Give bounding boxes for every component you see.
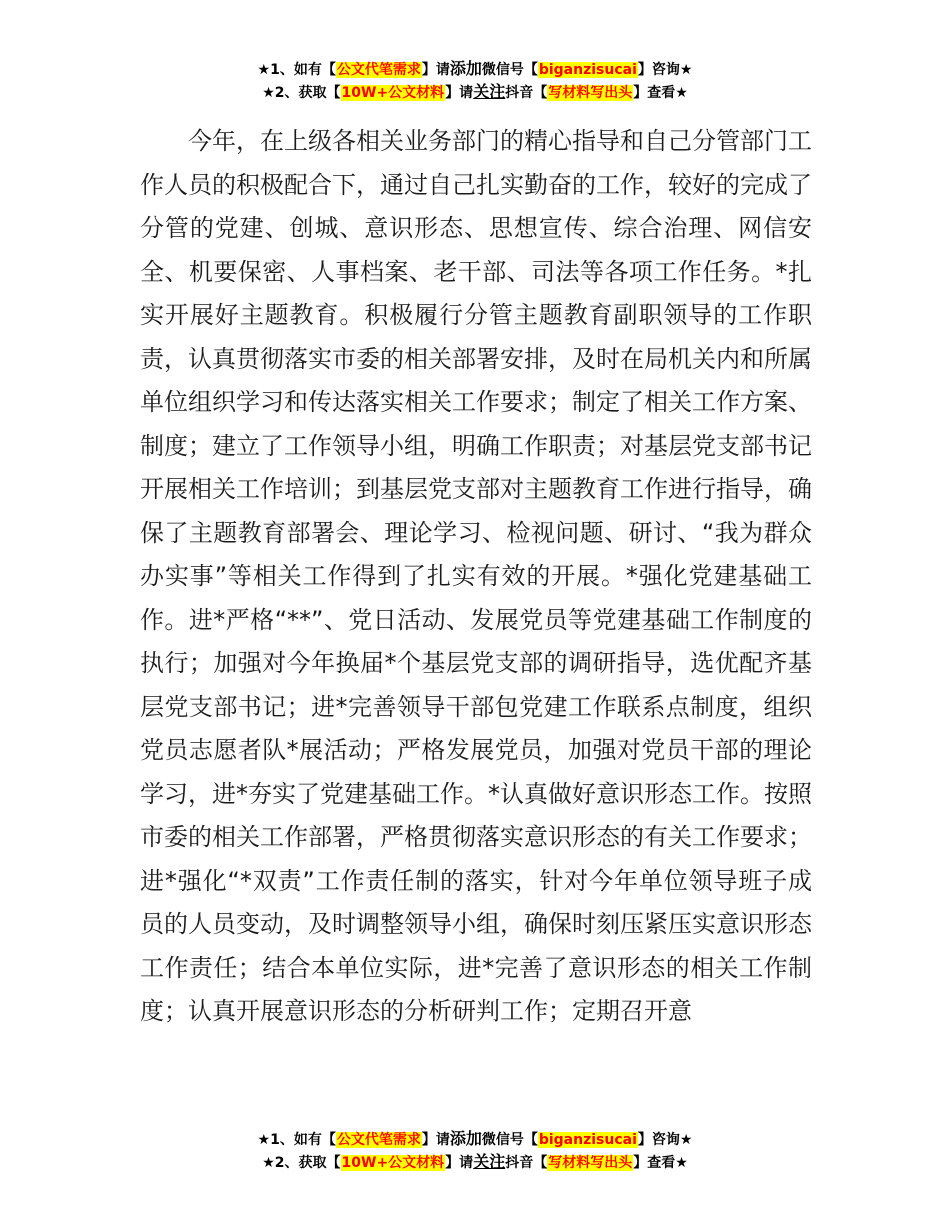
footer-banner <box>0 1128 950 1174</box>
banner-text: ★2、获取【 <box>262 85 341 101</box>
header-banner <box>0 58 950 104</box>
banner-text: 】查看★ <box>633 1155 688 1171</box>
banner-emphasis: 关注 <box>473 1152 506 1171</box>
banner-text: ★1、如有【 <box>257 1132 336 1148</box>
banner-highlight: biganzisucai <box>538 1132 637 1148</box>
banner-text: ★2、获取【 <box>262 1155 341 1171</box>
banner-text: 】请 <box>421 62 450 78</box>
banner-text: 】请 <box>445 85 474 101</box>
banner-line-1 <box>0 58 950 81</box>
document-body: 今年，在上级各相关业务部门的精心指导和自己分管部门工作人员的积极配合下，通过自己扎实勤奋的工作，较好的完成了分管的党建、创城、意识形态、思想宣传、综合治理、网信安全、机要保密、人事档案、老干部、司法等各项工作任务。*扎实开展好主题教育。积极履行分管主题教育副职领导的工作职责，认真贯彻落实市委的相关部署安排，及时在局机关内和所属单位组织学习和传达落实相关工作要求；制定了相关工作方案、制度；建立了工作领导小组，明确工作职责；对基层党支部书记开展相关工作培训；到基层党支部对主题教育工作进行指导，确保了主题教育部署会、理论学习、检视问题、研讨、“我为群众办实事”等相关工作得到了扎实有效的开展。*强化党建基础工作。进*严格“**”、党日活动、发展党员等党建基础工作制度的执行；加强对今年换届*个基层党支部的调研指导，选优配齐基层党支部书记；进*完善领导干部包党建工作联系点制度，组织党员志愿者队*展活动；严格发展党员，加强对党员干部的理论学习，进*夯实了党建基础工作。*认真做好意识形态工作。按照市委的相关工作部署，严格贯彻落实意识形态的有关工作要求；进*强化“*双责”工作责任制的落实，针对今年单位领导班子成员的人员变动，及时调整领导小组，确保时刻压紧压实意识形态工作责任；结合本单位实际，进*完善了意识形态的相关工作制度；认真开展意识形态的分析研判工作；定期召开意 <box>140 127 812 1025</box>
banner-emphasis: 添加 <box>449 1129 482 1148</box>
banner-highlight: 公文代笔需求 <box>336 1132 421 1148</box>
banner-text: 微信号【 <box>481 62 538 78</box>
banner-line-2 <box>0 81 950 104</box>
banner-highlight: 10W+公文材料 <box>341 1155 445 1171</box>
banner-line-1 <box>0 1128 950 1151</box>
banner-text: 】请 <box>445 1155 474 1171</box>
banner-text: 抖音【 <box>505 1155 548 1171</box>
banner-emphasis: 添加 <box>449 59 482 78</box>
banner-highlight: 公文代笔需求 <box>336 62 421 78</box>
banner-highlight: 写材料写出头 <box>548 85 633 101</box>
banner-highlight: biganzisucai <box>538 62 637 78</box>
banner-text: ★1、如有【 <box>257 62 336 78</box>
banner-text: 】咨询★ <box>637 62 693 78</box>
banner-text: 抖音【 <box>505 85 548 101</box>
banner-text: 】查看★ <box>633 85 688 101</box>
banner-highlight: 10W+公文材料 <box>341 85 445 101</box>
banner-line-2 <box>0 1151 950 1174</box>
banner-text: 】请 <box>421 1132 450 1148</box>
banner-highlight: 写材料写出头 <box>548 1155 633 1171</box>
banner-text: 】咨询★ <box>637 1132 693 1148</box>
banner-text: 微信号【 <box>481 1132 538 1148</box>
banner-emphasis: 关注 <box>473 82 506 101</box>
